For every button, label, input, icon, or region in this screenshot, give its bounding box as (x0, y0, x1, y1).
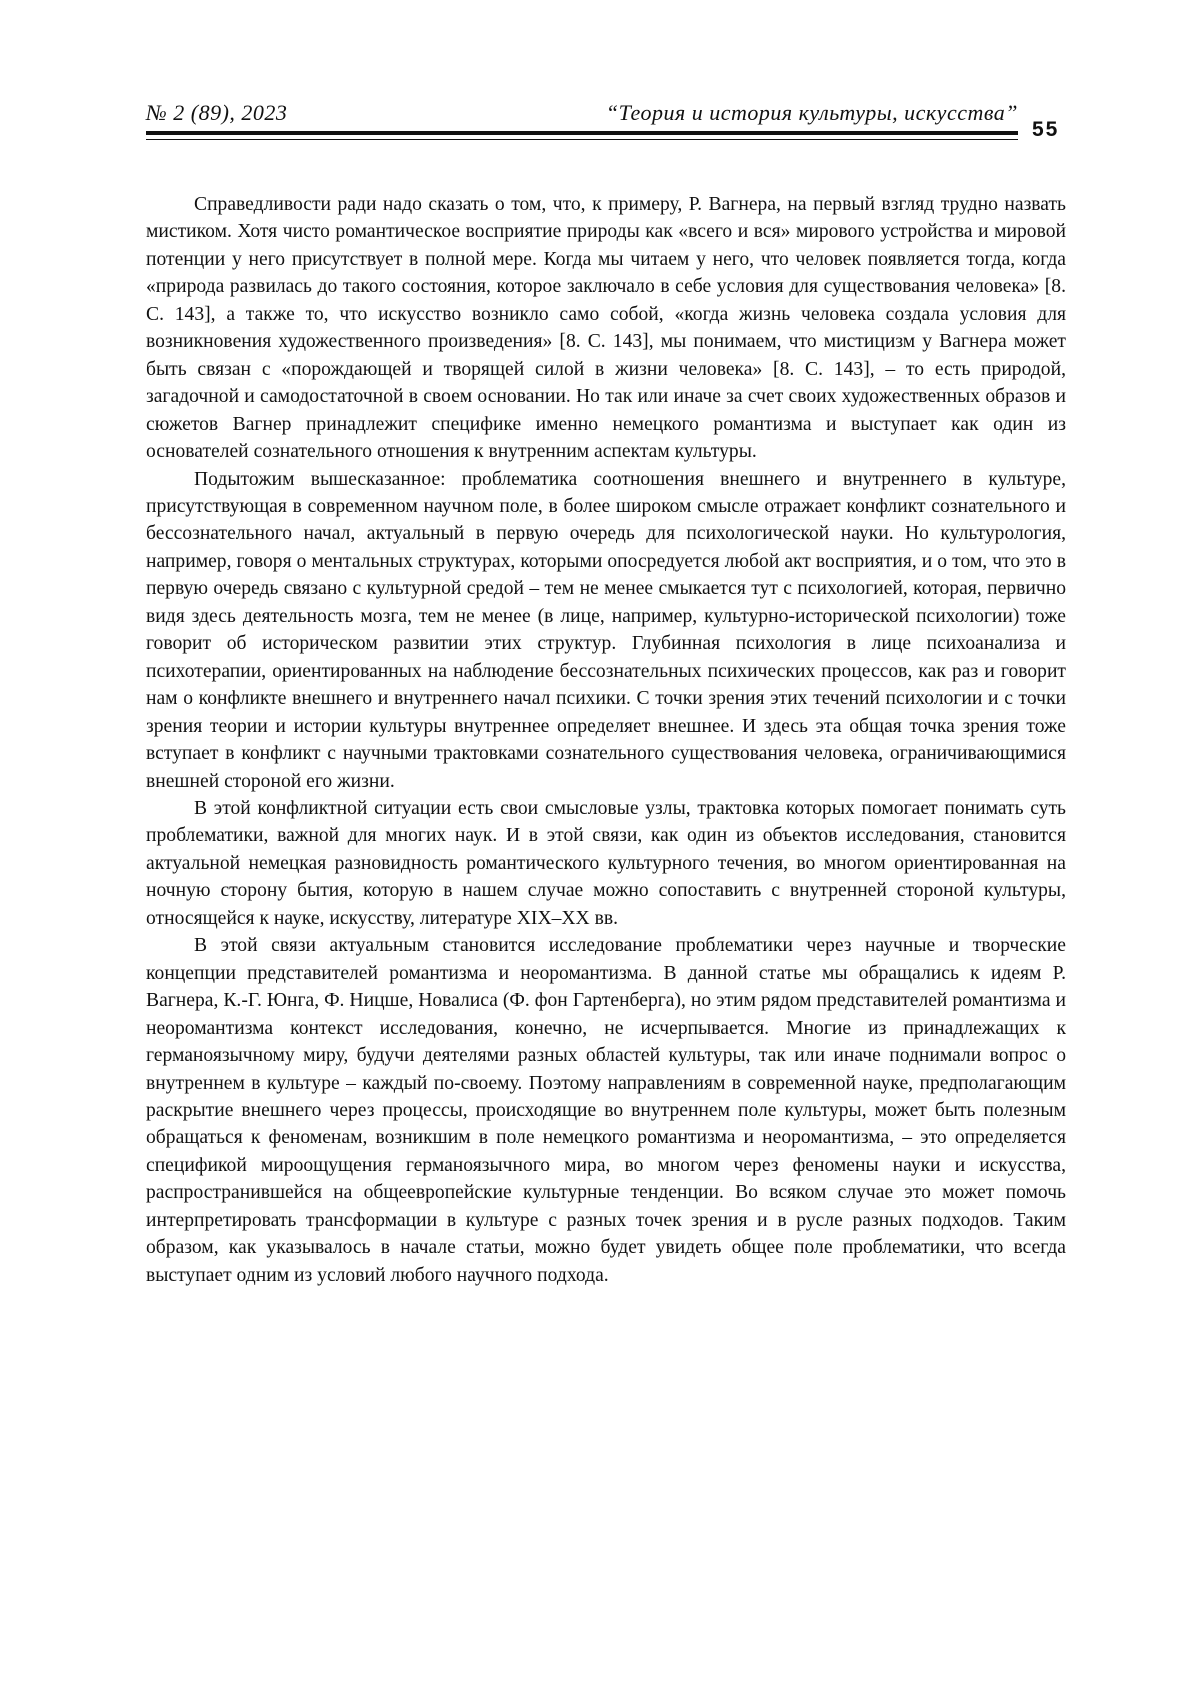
paragraph: В этой связи актуальным становится исследование проблематики через научные и творческие концепции представителей романтизма и неоромантизма. В данной статье мы обращались к идеям Р. Вагнера, К.-Г. Юнга, Ф. Ницше, Новалиса (Ф. фон Гартенберга), но этим рядом представителей романтизма и неоромантизма контекст исследования, конечно, не исчерпывается. Многие из принадлежащих к германоязычному миру, будучи деятелями разных областей культуры, так или иначе поднимали вопрос о внутреннем в культуре – каждый по-своему. Поэтому направлениям в современной науке, предполагающим раскрытие внешнего через процессы, происходящие во внутреннем поле культуры, может быть полезным обращаться к феноменам, возникшим в поле немецкого романтизма и неоромантизма, – это определяется спецификой мироощущения германоязычного мира, во многом через феномены науки и искусства, распространившейся на общеевропейские культурные тенденции. Во всяком случае это может помочь интерпретировать трансформации в культуре с разных точек зрения и в русле разных подходов. Таким образом, как указывалось в начале статьи, можно будет увидеть общее поле проблематики, что всегда выступает одним из условий любого научного подхода. (146, 932, 1066, 1289)
issue-label: № 2 (89), 2023 (146, 100, 287, 126)
article-body (146, 191, 1066, 1289)
paragraph: Подытожим вышесказанное: проблематика соотношения внешнего и внутреннего в культуре, присутствующая в современном научном поле, в более широком смысле отражает конфликт сознательного и бессознательного начал, актуальный в первую очередь для психологической науки. Но культурология, например, говоря о ментальных структурах, которыми опосредуется любой акт восприятия, и о том, что это в первую очередь связано с культурной средой – тем не менее смыкается тут с психологией, которая, первично видя здесь деятельность мозга, тем не менее (в лице, например, культурно-исторической психологии) тоже говорит об историческом развитии этих структур. Глубинная психология в лице психоанализа и психотерапии, ориентированных на наблюдение бессознательных психических процессов, как раз и говорит нам о конфликте внешнего и внутреннего начал психики. С точки зрения этих течений психологии и с точки зрения теории и истории культуры внутреннее определяет внешнее. И здесь эта общая точка зрения тоже вступает в конфликт с научными трактовками сознательного существования человека, ограничивающимися внешней стороной его жизни. (146, 466, 1066, 795)
journal-title: “Теория и история культуры, искусства” (606, 100, 1018, 126)
paragraph: Справедливости ради надо сказать о том, что, к примеру, Р. Вагнера, на первый взгляд трудно назвать мистиком. Хотя чисто романтическое восприятие природы как «всего и вся» мирового устройства и мировой потенции у него присутствует в полной мере. Когда мы читаем у него, что человек появляется тогда, когда «природа развилась до такого состояния, которое заключало в себе условия для существования человека» [8. С. 143], а также то, что искусство возникло само собой, «когда жизнь человека создала условия для возникновения художественного произведения» [8. С. 143], мы понимаем, что мистицизм у Вагнера может быть связан с «порождающей и творящей силой в жизни человека» [8. С. 143], – то есть природой, загадочной и самодостаточной в своем основании. Но так или иначе за счет своих художественных образов и сюжетов Вагнер принадлежит специфике именно немецкого романтизма и выступает как один из основателей сознательного отношения к внутренним аспектам культуры. (146, 191, 1066, 466)
header-rule-thick (146, 131, 1018, 135)
running-header (146, 100, 1018, 146)
page-number: 55 (1032, 118, 1059, 142)
paragraph: В этой конфликтной ситуации есть свои смысловые узлы, трактовка которых помогает понимать суть проблематики, важной для многих наук. И в этой связи, как один из объектов исследования, становится актуальной немецкая разновидность романтического культурного течения, во многом ориентированная на ночную сторону бытия, которую в нашем случае можно сопоставить с внутренней стороной культуры, относящейся к науке, искусству, литературе XIX–XX вв. (146, 795, 1066, 932)
header-rule-thin (146, 139, 1018, 140)
